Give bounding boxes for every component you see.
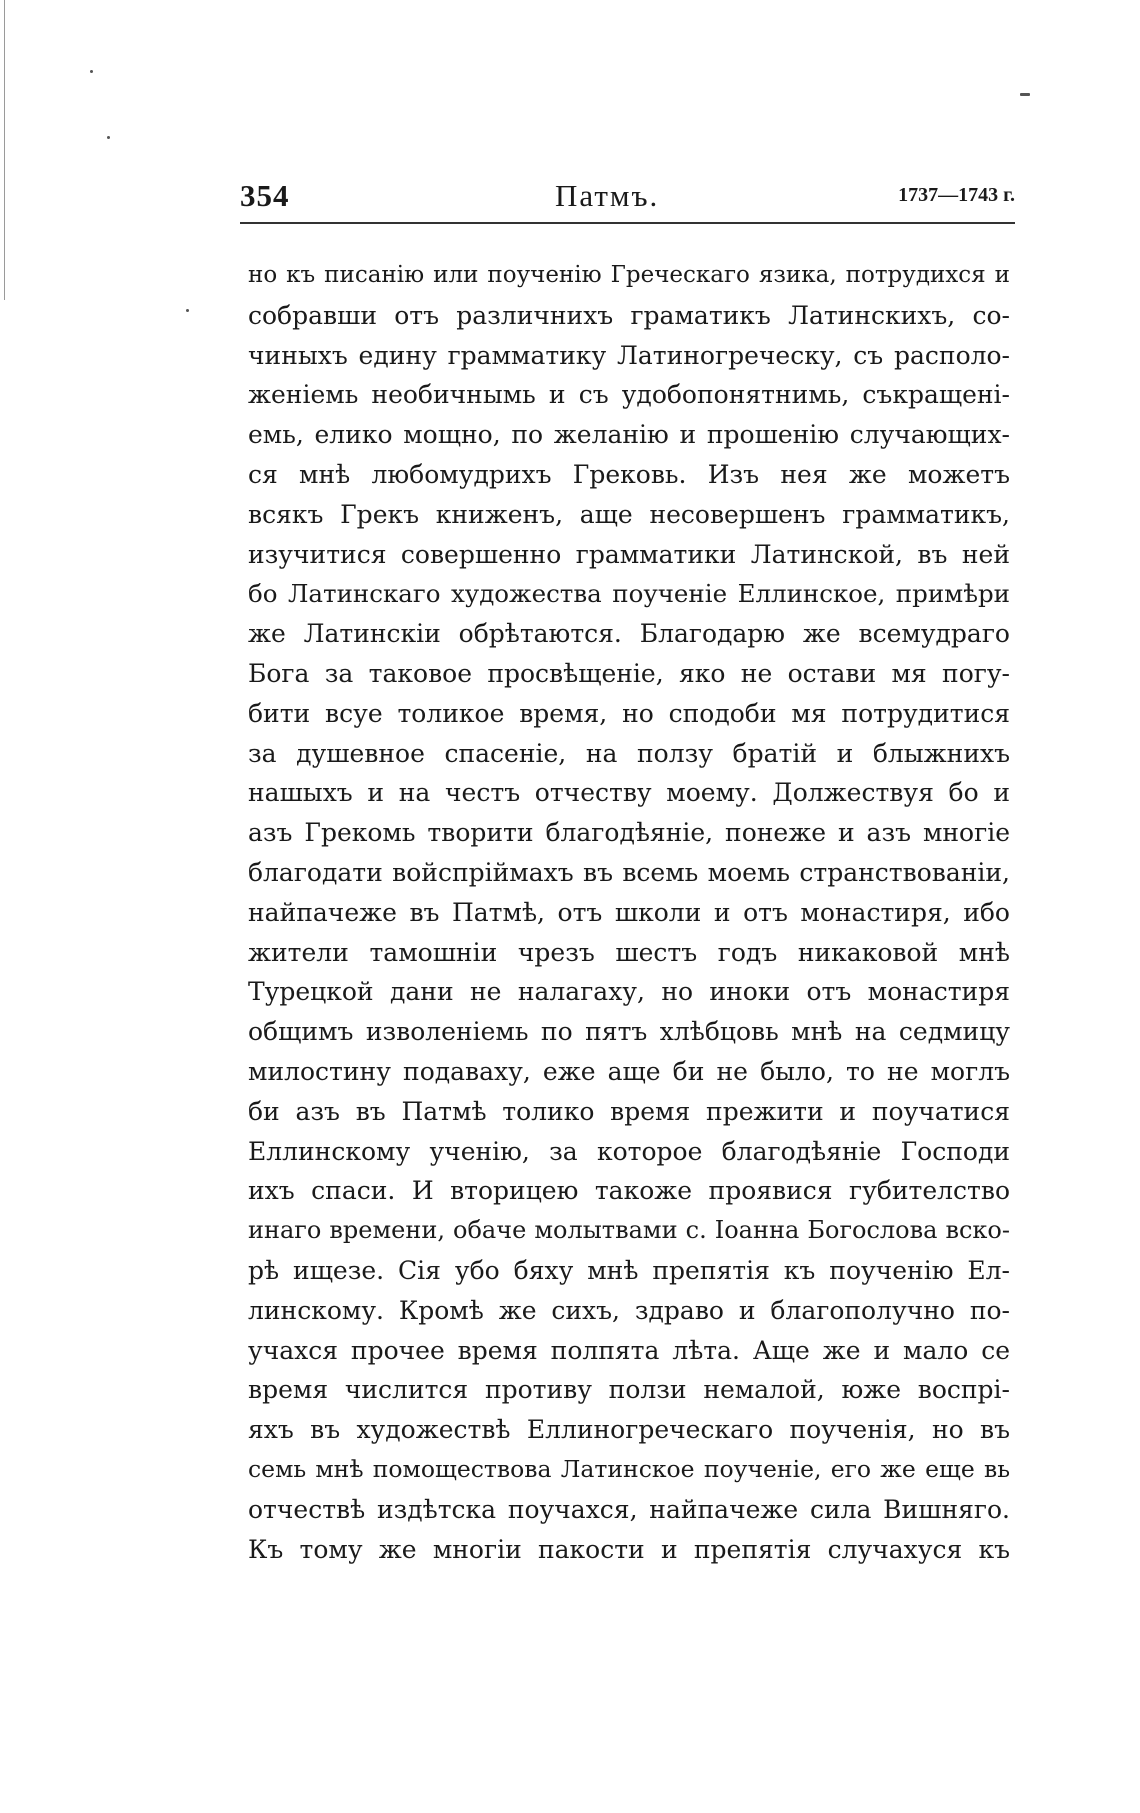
text-line: собравши отъ различнихъ граматикъ Латинскихъ, со-: [248, 300, 1010, 330]
text-line: Еллинскому ученію, за которое благодѣяніе Господи: [248, 1136, 1010, 1166]
text-line: благодати войспріймахъ въ всемь моемь странствованіи,: [248, 857, 1010, 887]
text-line: учахся прочее время полпята лѣта. Аще же и мало се: [248, 1335, 1010, 1365]
text-line: линскому. Кромѣ же сихъ, здраво и благополучно по-: [248, 1295, 1010, 1325]
text-line: Къ тому же многіи пакости и препятія случахуся къ: [248, 1534, 1010, 1564]
page-edge-shadow: [4, 0, 5, 300]
speck-mark: [107, 136, 110, 139]
text-line: всякъ Грекъ книженъ, аще несовершенъ грамматикъ,: [248, 499, 1010, 529]
text-line: милостину подаваху, еже аще би не было, то не моглъ: [248, 1056, 1010, 1086]
text-line: изучитися совершенно грамматики Латинской, въ ней: [248, 539, 1010, 569]
text-line: время числится противу ползи немалой, юже воспрі-: [248, 1375, 1010, 1405]
text-line: ся мнѣ любомудрихъ Грековь. Изъ нея же можетъ: [248, 459, 1010, 489]
text-line: за душевное спасеніе, на ползу братій и блыжнихъ: [248, 738, 1010, 768]
text-line: семь мнѣ помоществова Латинское поученіе, его же еще вь: [248, 1454, 1010, 1483]
date-range: 1737—1743 г.: [898, 184, 1015, 206]
text-line: общимъ изволеніемь по пятъ хлѣбцовь мнѣ на седмицу: [248, 1017, 1010, 1047]
text-line: найпачеже въ Патмѣ, отъ школи и отъ монастиря, ибо: [248, 897, 1010, 927]
text-line: инаго времени, обаче молытвами с. Іоанна Богослова вско-: [248, 1216, 1010, 1245]
text-line: емь, елико мощно, по желанію и прошенію случающих-: [248, 420, 1010, 450]
text-line: жители тамошніи чрезъ шестъ годъ никаковой мнѣ: [248, 937, 1010, 967]
header-rule: [240, 222, 1015, 224]
text-line: Бога за таковое просвѣщеніе, яко не остави мя погу-: [248, 658, 1010, 688]
speck-mark: [90, 70, 93, 73]
text-line: же Латинскіи обрѣтаются. Благодарю же всемудраго: [248, 619, 1010, 649]
text-line: бити всуе толикое время, но сподоби мя потрудитися: [248, 698, 1010, 728]
text-line: бо Латинскаго художества поученіе Еллинское, примѣри: [248, 579, 1010, 609]
text-line: Турецкой дани не налагаху, но иноки отъ монастиря: [248, 977, 1010, 1007]
text-line: но къ писанію или поученію Греческаго язика, потрудихся и: [248, 262, 1010, 288]
text-line: рѣ ищезе. Сія убо бяху мнѣ препятія къ поученію Ел-: [248, 1255, 1010, 1285]
running-title: Патмъ.: [555, 178, 660, 213]
speck-mark: [1020, 93, 1030, 96]
text-line: азъ Грекомь творити благодѣяніе, понеже и азъ многіе: [248, 818, 1010, 848]
text-line: чиныхъ едину грамматику Латиногреческу, съ располо-: [248, 340, 1010, 370]
speck-mark: [186, 309, 189, 312]
text-line: би азъ въ Патмѣ толико время прежити и поучатися: [248, 1096, 1010, 1126]
text-line: нашыхъ и на честъ отчеству моему. Должествуя бо и: [248, 778, 1010, 808]
body-text: [248, 256, 1010, 1569]
text-line: ихъ спаси. И вторицею такоже проявися губителство: [248, 1176, 1010, 1206]
page-header: [240, 178, 1015, 220]
text-line: яхъ въ художествѣ Еллиногреческаго поученія, но въ: [248, 1415, 1010, 1445]
text-line: отчествѣ издѣтска поучахся, найпачеже сила Вишняго.: [248, 1494, 1010, 1524]
page-number: 354: [240, 178, 290, 213]
text-line: женіемь необичнымь и съ удобопонятнимь, съкращені-: [248, 380, 1010, 410]
